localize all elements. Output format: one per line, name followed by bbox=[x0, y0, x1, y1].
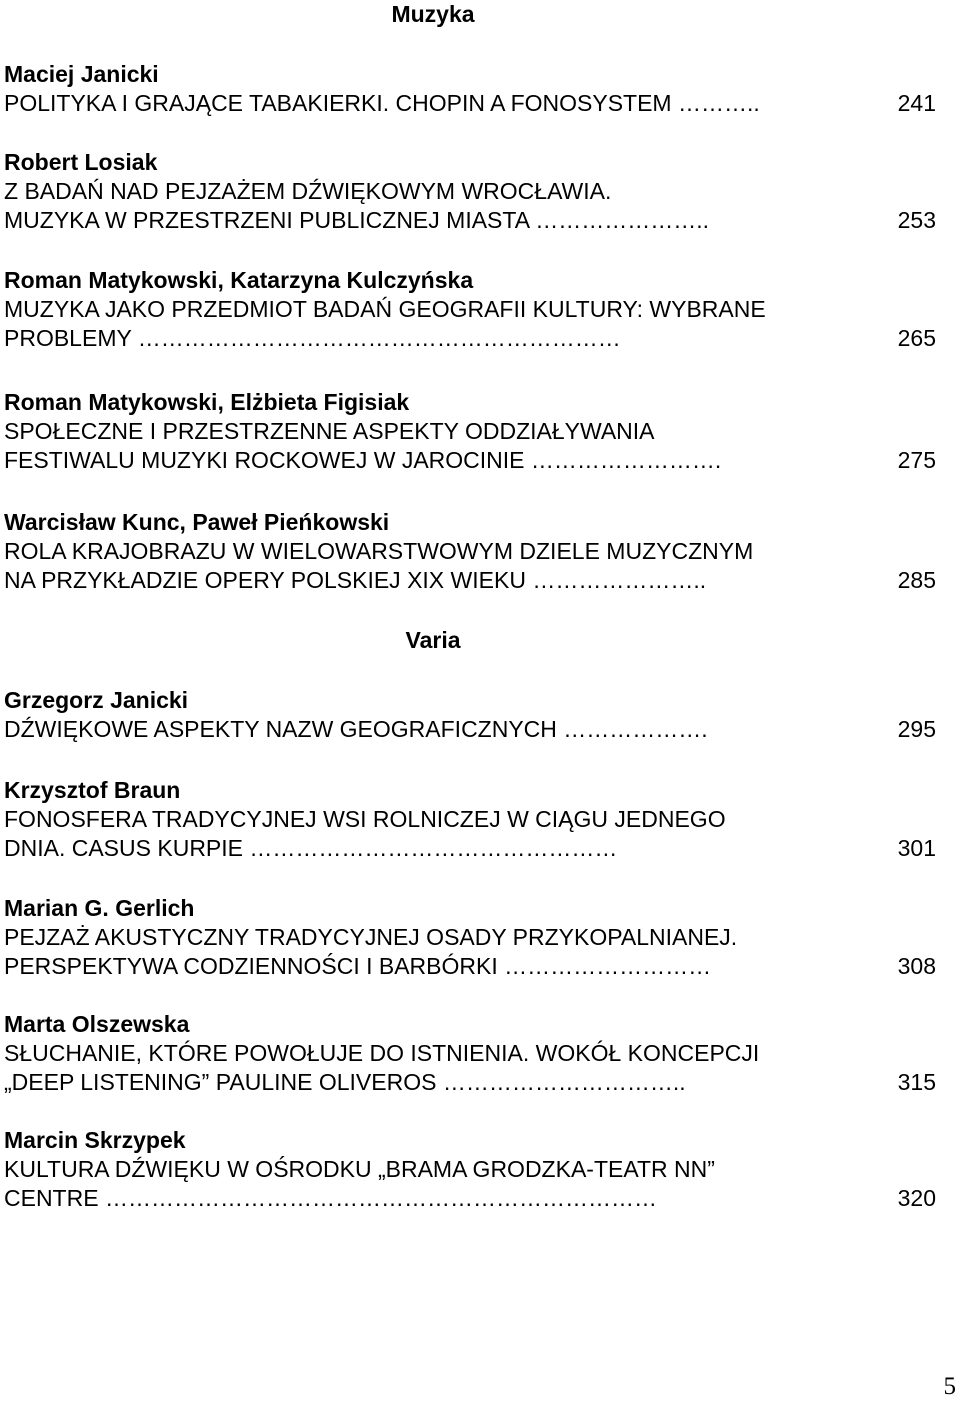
entry-page-number: 308 bbox=[897, 953, 936, 979]
entry-title-line bbox=[4, 1068, 936, 1097]
entry-title-line bbox=[4, 324, 936, 353]
entry-title-line bbox=[4, 177, 936, 206]
entry-title: FESTIWALU MUZYKI ROCKOWEJ W JAROCINIE ……………………. bbox=[4, 447, 722, 473]
toc-entry bbox=[4, 686, 936, 744]
entry-title: KULTURA DŹWIĘKU W OŚRODKU „BRAMA GRODZKA-TEATR NN” bbox=[4, 1156, 715, 1182]
entry-title-line bbox=[4, 295, 936, 324]
entry-title-line bbox=[4, 1184, 936, 1213]
entry-title-line bbox=[4, 417, 936, 446]
entry-title-line bbox=[4, 537, 936, 566]
toc-entry bbox=[4, 1126, 936, 1213]
entry-author: Roman Matykowski, Elżbieta Figisiak bbox=[4, 389, 410, 415]
toc-entry bbox=[4, 388, 936, 475]
entry-page-number: 315 bbox=[897, 1069, 936, 1095]
entry-title: PERSPEKTYWA CODZIENNOŚCI I BARBÓRKI ……………………… bbox=[4, 953, 712, 979]
entry-page-number: 253 bbox=[897, 207, 936, 233]
entry-title: DŹWIĘKOWE ASPEKTY NAZW GEOGRAFICZNYCH ………………. bbox=[4, 716, 708, 742]
entry-title-line bbox=[4, 89, 936, 118]
entry-title: POLITYKA I GRAJĄCE TABAKIERKI. CHOPIN A FONOSYSTEM ……….. bbox=[4, 90, 760, 116]
entry-title: MUZYKA W PRZESTRZENI PUBLICZNEJ MIASTA ………………….. bbox=[4, 207, 709, 233]
entry-author: Warcisław Kunc, Paweł Pieńkowski bbox=[4, 509, 390, 535]
entry-title: SPOŁECZNE I PRZESTRZENNE ASPEKTY ODDZIAŁYWANIA bbox=[4, 418, 655, 444]
entry-author: Grzegorz Janicki bbox=[4, 687, 189, 713]
entry-title-line bbox=[4, 1039, 936, 1068]
toc-entry bbox=[4, 148, 936, 235]
entry-title-line bbox=[4, 834, 936, 863]
entry-page-number: 320 bbox=[897, 1185, 936, 1211]
entry-author: Marian G. Gerlich bbox=[4, 895, 195, 921]
entry-title-line bbox=[4, 446, 936, 475]
entry-author: Maciej Janicki bbox=[4, 61, 159, 87]
entry-title-line bbox=[4, 206, 936, 235]
entry-author: Krzysztof Braun bbox=[4, 777, 181, 803]
page-folio-number: 5 bbox=[943, 1373, 956, 1400]
toc-entry bbox=[4, 1010, 936, 1097]
entry-author: Roman Matykowski, Katarzyna Kulczyńska bbox=[4, 267, 474, 293]
entry-author: Robert Losiak bbox=[4, 149, 158, 175]
entry-title: PROBLEMY ……………………………………………………… bbox=[4, 325, 621, 351]
entry-title: NA PRZYKŁADZIE OPERY POLSKIEJ XIX WIEKU ………………….. bbox=[4, 567, 707, 593]
entry-title: FONOSFERA TRADYCYJNEJ WSI ROLNICZEJ W CIĄGU JEDNEGO bbox=[4, 806, 726, 832]
entry-page-number: 265 bbox=[897, 325, 936, 351]
entry-title: CENTRE ……………………………………………………………… bbox=[4, 1185, 657, 1211]
entry-title-line bbox=[4, 566, 936, 595]
section-heading-varia: Varia bbox=[405, 627, 461, 653]
entry-page-number: 285 bbox=[897, 567, 936, 593]
entry-title-line bbox=[4, 805, 936, 834]
entry-title: DNIA. CASUS KURPIE ………………………………………… bbox=[4, 835, 618, 861]
entry-title: MUZYKA JAKO PRZEDMIOT BADAŃ GEOGRAFII KULTURY: WYBRANE bbox=[4, 296, 766, 322]
entry-page-number: 295 bbox=[897, 716, 936, 742]
toc-entry bbox=[4, 508, 936, 595]
entry-title-line bbox=[4, 952, 936, 981]
toc-entry bbox=[4, 60, 936, 118]
entry-author: Marcin Skrzypek bbox=[4, 1127, 186, 1153]
toc-entry bbox=[4, 266, 936, 353]
entry-title: PEJZAŻ AKUSTYCZNY TRADYCYJNEJ OSADY PRZYKOPALNIANEJ. bbox=[4, 924, 738, 950]
entry-title: SŁUCHANIE, KTÓRE POWOŁUJE DO ISTNIENIA. WOKÓŁ KONCEPCJI bbox=[4, 1040, 760, 1066]
entry-author: Marta Olszewska bbox=[4, 1011, 190, 1037]
entry-title: Z BADAŃ NAD PEJZAŻEM DŹWIĘKOWYM WROCŁAWIA. bbox=[4, 178, 612, 204]
entry-page-number: 301 bbox=[897, 835, 936, 861]
toc-entry bbox=[4, 894, 936, 981]
entry-title: ROLA KRAJOBRAZU W WIELOWARSTWOWYM DZIELE MUZYCZNYM bbox=[4, 538, 754, 564]
entry-page-number: 241 bbox=[897, 90, 936, 116]
toc-entry bbox=[4, 776, 936, 863]
entry-title-line bbox=[4, 715, 936, 744]
section-heading-music: Muzyka bbox=[391, 1, 475, 27]
entry-title-line bbox=[4, 923, 936, 952]
entry-title-line bbox=[4, 1155, 936, 1184]
entry-title: „DEEP LISTENING” PAULINE OLIVEROS ………………………….. bbox=[4, 1069, 686, 1095]
entry-page-number: 275 bbox=[897, 447, 936, 473]
